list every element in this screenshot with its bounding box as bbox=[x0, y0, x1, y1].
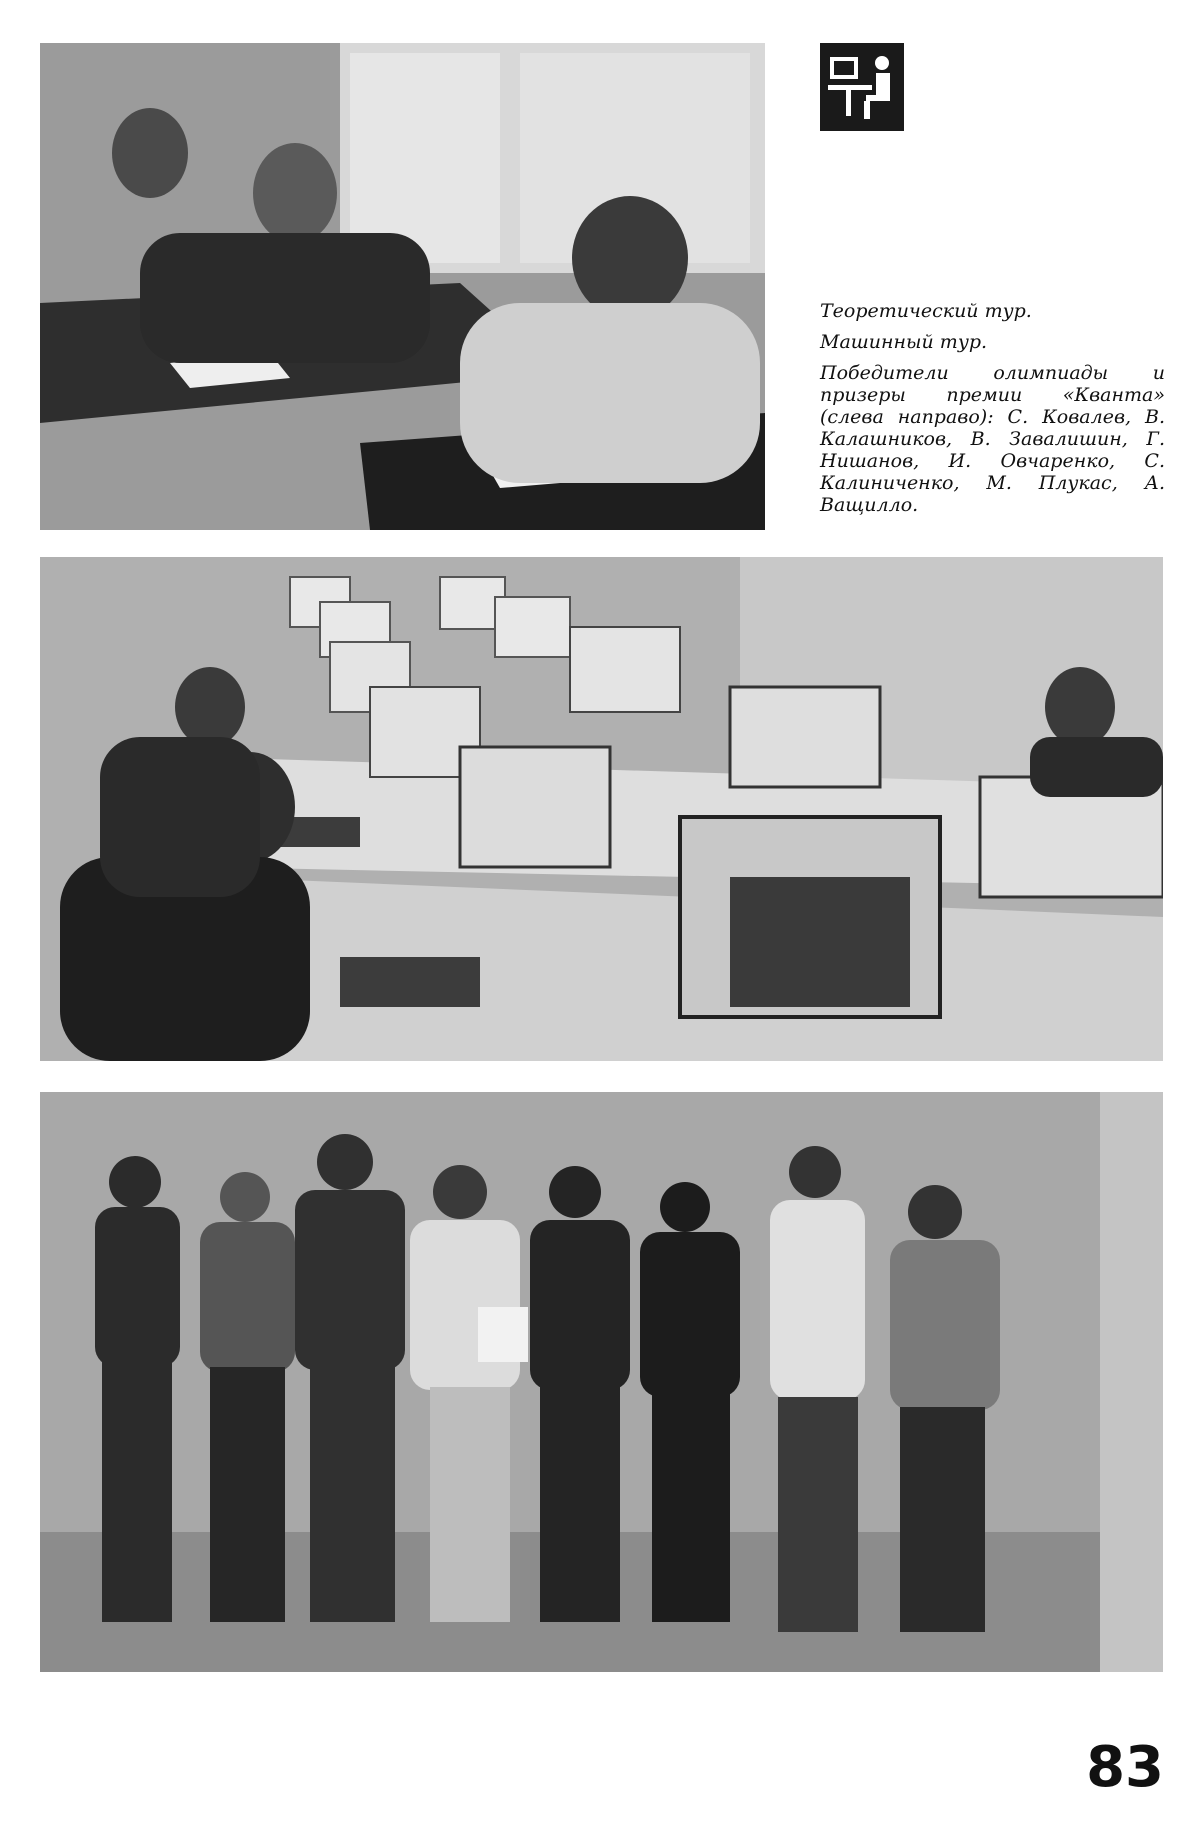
photo-captions bbox=[820, 300, 1165, 525]
page-number: 83 bbox=[1086, 1735, 1164, 1800]
photo-winners-group bbox=[40, 1092, 1163, 1672]
photo-machine-round bbox=[40, 557, 1163, 1061]
caption-theoretical-round: Теоретический тур. bbox=[820, 300, 1032, 322]
caption-machine-round: Машинный тур. bbox=[820, 331, 988, 353]
computer-operator-icon bbox=[820, 43, 904, 131]
photo-theoretical-round bbox=[40, 43, 765, 530]
caption-winners: Победители олимпиады и призеры премии «Кванта» (слева направо): С. Ковалев, В. Калашников, В. Завалишин, Г. Нишанов, И. Овчаренко, С. Калиниченко, М. Плукас, А. Ващилло. bbox=[820, 362, 1165, 516]
